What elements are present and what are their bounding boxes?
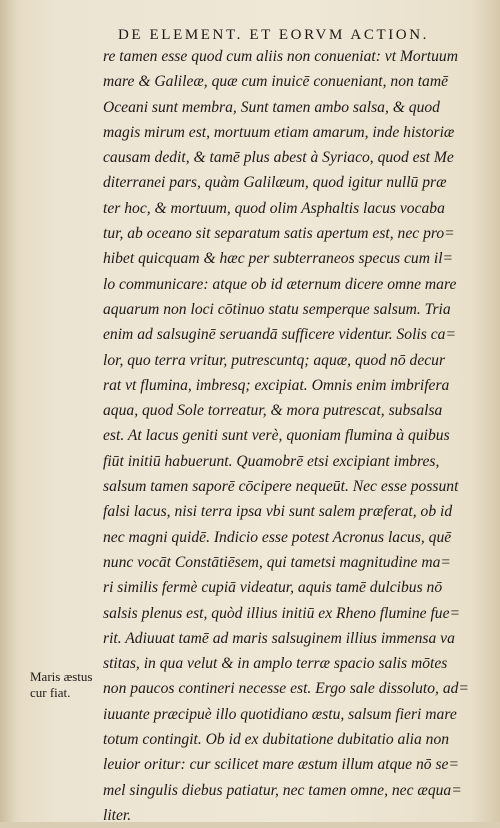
text-line: magis mirum est, mortuum etiam amarum, inde historiæ bbox=[103, 123, 455, 141]
text-line: causam dedit, & tamē plus abest à Syriaco, quod est Me bbox=[103, 149, 454, 167]
text-line: salsis plenus est, quòd illius initiū ex Rheno flumine fue= bbox=[103, 604, 461, 622]
text-line: lor, quo terra vritur, putrescuntq; aquæ, quod nō decur bbox=[103, 351, 446, 369]
text-line: falsi lacus, nisi terra ipsa vbi sunt salem præferat, ob id bbox=[103, 503, 453, 521]
text-line: tur, ab oceano sit separatum satis apertum est, nec pro= bbox=[103, 225, 455, 243]
text-line: ter hoc, & mortuum, quod olim Asphaltis lacus vocaba bbox=[103, 199, 445, 217]
text-line: enim ad salsuginē seruandā sufficere videntur. Solis ca= bbox=[103, 326, 456, 344]
text-line: mel singulis diebus patiatur, nec tamen omne, nec æqua= bbox=[103, 781, 462, 799]
running-head: DE ELEMENT. ET EORVM ACTION. bbox=[118, 27, 430, 43]
text-line: rit. Adiuuat tamē ad maris salsuginem illius immensa va bbox=[103, 629, 455, 647]
text-line: lo communicare: atque ob id æternum dicere omne mare bbox=[103, 275, 457, 293]
text-line: liter. bbox=[103, 806, 132, 824]
text-block bbox=[103, 44, 493, 828]
text-line: nunc vocāt Constātiēsem, qui tametsi magnitudine ma= bbox=[103, 553, 451, 571]
text-line: salsum tamen saporē cōcipere nequeūt. Nec esse possunt bbox=[103, 478, 459, 496]
text-line: Oceani sunt membra, Sunt tamen ambo salsa, & quod bbox=[103, 98, 440, 116]
marginal-note-line: cur fiat. bbox=[30, 685, 71, 700]
text-line: iuuante præcipuè illo quotidiano æstu, salsum fieri mare bbox=[103, 705, 457, 723]
text-line: re tamen esse quod cum aliis non conueniat: vt Mortuum bbox=[103, 48, 458, 65]
text-line: non paucos contineri necesse est. Ergo sale dissoluto, ad= bbox=[103, 680, 469, 698]
text-line: hibet quicquam & hæc per subterraneos specus cum il= bbox=[103, 250, 454, 268]
text-line: est. At lacus geniti sunt verè, quoniam flumina à quibus bbox=[103, 427, 450, 445]
text-line: ri similis fermè cupiā videatur, aquis tamē dulcibus nō bbox=[103, 579, 443, 597]
text-line: aqua, quod Sole torreatur, & mora putrescat, subsalsa bbox=[103, 402, 443, 420]
text-line: rat vt flumina, imbresq; excipiat. Omnis enim imbrifera bbox=[103, 376, 450, 394]
text-line: fiūt initiū habuerunt. Quamobrē etsi excipiant imbres, bbox=[103, 452, 440, 470]
text-line: totum contingit. Ob id ex dubitatione dubitatio alia non bbox=[103, 731, 450, 749]
text-line: diterranei pars, quàm Galilæum, quod igitur nullū præ bbox=[103, 174, 447, 192]
marginal-note-line: Maris æstus bbox=[30, 669, 93, 684]
text-line: nec magni quidē. Indicio esse potest Acronus lacus, quē bbox=[103, 528, 452, 546]
text-line: stitas, in qua velut & in amplo terræ spacio salis mōtes bbox=[103, 655, 448, 673]
text-line: leuior oritur: cur scilicet mare æstum illum atque nō se= bbox=[103, 756, 460, 774]
text-line: aquarum non loci cōtinuo statu semperque salsum. Tria bbox=[103, 300, 451, 318]
text-line: mare & Galileæ, quæ cum inuicē conueniant, non tamē bbox=[103, 73, 449, 91]
